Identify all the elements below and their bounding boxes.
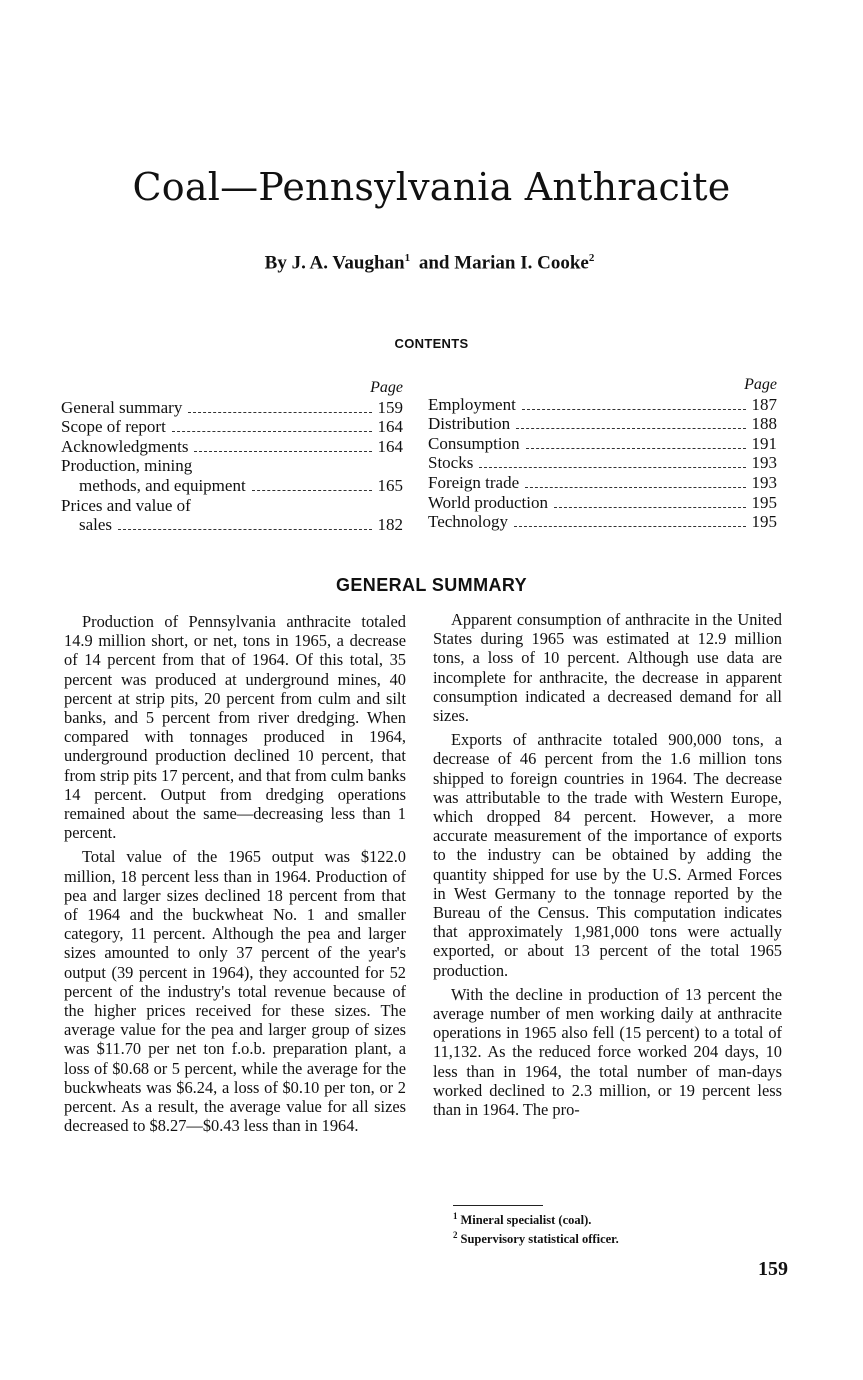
toc-entry-line: Production, mining [61, 456, 193, 476]
footnotes [453, 1209, 773, 1247]
section-heading: GENERAL SUMMARY [335, 575, 527, 595]
paragraph: Exports of anthracite totaled 900,000 tons, a decrease of 46 percent from the 1.6 million tons shipped to foreign countries in 1964. The decrease was attributable to the trade with Western Europe, which dropped 84 percent. However, a more accurate measurement of the importance of exports to the industry can be obtained by adding the quantity shipped for use by the U.S. Armed Forces in West Germany to the tonnage reported by the Bureau of the Census. This computation indicates that approximately 1,981,000 tons were actually exported, or about 13 percent of the total 1965 production. [433, 730, 782, 980]
toc-entry: General summary 159 [61, 397, 403, 417]
paragraph: Total value of the 1965 output was $122.0 million, 18 percent less than in 1964. Production of pea and larger sizes declined 18 percent from that of 1964 and the buckwheat No. 1 and smaller category, 11 percent. Although the pea and larger sizes amounted to only 37 percent of the year's output (39 percent in 1964), they accounted for 52 percent of the industry's total revenue because of the higher prices received for these sizes. The average value for the pea and larger group of sizes was $11.70 per net ton f.o.b. preparation plant, a loss of $0.68 or 5 percent, while the average for the buckwheats was $6.24, a loss of $0.10 per ton, or 2 percent. As a result, the average value for all sizes decreased to $8.27—$0.43 less than in 1964. [64, 847, 406, 1136]
toc-entry: Consumption 191 [428, 433, 777, 453]
footnote: $^1$ Mineral specialist (coal). [453, 1211, 592, 1228]
toc-entry-line: Prices and value of [61, 495, 191, 515]
toc-page-label: Page [370, 379, 403, 396]
toc-entry: Acknowledgments 164 [61, 436, 403, 456]
byline [0, 252, 863, 274]
paragraph: Production of Pennsylvania anthracite totaled 14.9 million short, or net, tons in 1965, a decrease of 14 percent from that of 1964. Of this total, 35 percent was produced at underground mines, 40 percent at strip pits, 20 percent from culm and silt banks, and 5 percent from river dredging. When compared with tonnages produced in 1964, underground production declined 10 percent, that from strip pits 17 percent, and that from culm banks 14 percent. Output from dredging operations remained about the same—decreasing less than 1 percent. [64, 612, 406, 843]
toc-right-column [428, 375, 777, 532]
body-column-right [433, 610, 782, 1124]
paragraph: Apparent consumption of anthracite in the United States during 1965 was estimated at 12.9 million tons, a loss of 10 percent. Although use data are incomplete for anthracite, the decrease in apparent consumption indicated a decreased demand for all sizes. [433, 610, 782, 726]
contents-heading: CONTENTS [394, 336, 469, 351]
page-number: 159 [758, 1258, 788, 1280]
toc-entry: Distribution 188 [428, 414, 777, 434]
author-1: By J. A. Vaughan [264, 252, 405, 274]
toc-left-column [61, 378, 403, 535]
paragraph: With the decline in production of 13 percent the average number of men working daily at anthracite operations in 1965 also fell (15 percent) to a total of 11,132. As the reduced force worked 204 days, 10 less than in 1964, the total number of man-days worked declined to 2.3 million, or 19 percent less than in 1964. The pro- [433, 984, 782, 1120]
footnote-divider [453, 1205, 543, 1206]
toc-entry: World production 195 [428, 492, 777, 512]
author-2: and Marian I. Cooke [418, 252, 589, 274]
toc-entry: Employment 187 [428, 394, 777, 414]
toc-entry: Scope of report 164 [61, 417, 403, 437]
body-column-left [64, 612, 406, 1140]
toc-page-label: Page [744, 376, 777, 393]
page-title: Coal—Pennsylvania Anthracite [132, 165, 731, 209]
toc-entry: Technology 195 [428, 512, 777, 532]
footnote-ref-2: 2 [588, 252, 595, 264]
toc-entry: sales 182 [79, 515, 403, 535]
toc-entry: Foreign trade 193 [428, 472, 777, 492]
toc-entry: methods, and equipment 165 [79, 475, 403, 495]
toc-entry: Stocks 193 [428, 453, 777, 473]
footnote: $^2$ Supervisory statistical officer. [453, 1230, 619, 1247]
footnote-ref-1: 1 [404, 252, 411, 264]
